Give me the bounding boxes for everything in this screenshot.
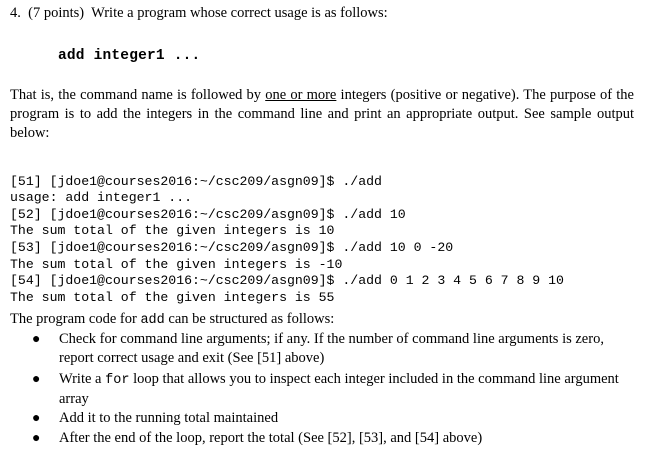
question-points: (7 points) [28, 5, 85, 21]
bullet-text: Check for command line arguments; if any. If the number of command line arguments is zero, report correct usage and exit (See [51] above) [59, 331, 604, 366]
bullet-dot-icon: ● [32, 411, 41, 426]
intro-underlined: one or more [265, 87, 337, 103]
usage-line: add integer1 ... [58, 48, 201, 64]
question-header [10, 5, 388, 22]
console-line: [51] [jdoe1@courses2016:~/csc209/asgn09]$ ./add [10, 173, 382, 189]
structure-text-after: can be structured as follows: [164, 311, 335, 327]
intro-text-after: integers (positive or negative). The purpose of the program is to add the integers in the command line and print an appropriate output. See sample output below: [10, 87, 634, 141]
console-output [10, 157, 564, 323]
question-prompt: Write a program whose correct usage is as follows: [91, 5, 388, 21]
bullet-dot-icon: ● [32, 332, 41, 347]
question-number: 4. [10, 5, 21, 21]
intro-text-before: That is, the command name is followed by [10, 87, 266, 103]
bullet-text-before: Write a [59, 371, 106, 387]
bullet-item [32, 429, 632, 448]
bullet-text [59, 370, 632, 409]
structure-text-before: The program code for [10, 311, 141, 327]
console-line: [54] [jdoe1@courses2016:~/csc209/asgn09]$ ./add 0 1 2 3 4 5 6 7 8 9 10 [10, 273, 564, 289]
bullet-text: After the end of the loop, report the total (See [52], [53], and [54] above) [59, 430, 483, 446]
bullet-item [32, 370, 632, 409]
bullet-code: for [105, 373, 130, 388]
console-line: The sum total of the given integers is 55 [10, 289, 335, 305]
console-line: The sum total of the given integers is 10 [10, 223, 335, 239]
bullet-item [32, 409, 632, 428]
intro-paragraph [10, 86, 634, 143]
structure-code: add [140, 313, 165, 328]
bullet-text-after: loop that allows you to inspect each integer included in the command line argument array [59, 371, 619, 407]
bullet-text: Add it to the running total maintained [59, 410, 279, 426]
bullet-dot-icon: ● [32, 372, 41, 387]
console-line: [53] [jdoe1@courses2016:~/csc209/asgn09]$ ./add 10 0 -20 [10, 239, 454, 255]
console-line: The sum total of the given integers is -10 [10, 256, 343, 272]
console-line: [52] [jdoe1@courses2016:~/csc209/asgn09]$ ./add 10 [10, 206, 406, 222]
console-line: usage: add integer1 ... [10, 190, 193, 206]
bullet-dot-icon: ● [32, 431, 41, 446]
structure-intro [10, 311, 334, 328]
bullet-item [32, 330, 632, 368]
